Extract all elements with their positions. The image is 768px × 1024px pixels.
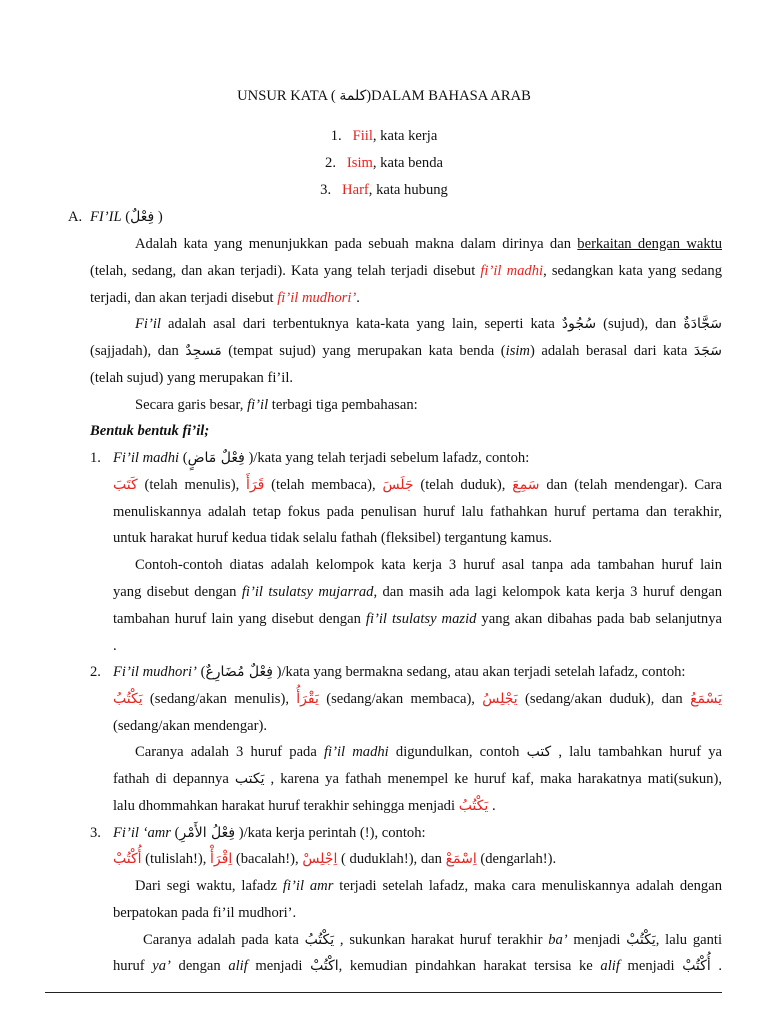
paragraph-line	[113, 957, 722, 975]
arabic-example: يَكْتُبُ	[458, 798, 489, 814]
term-italic: Fi’il madhi	[113, 450, 180, 466]
document-title	[0, 87, 768, 105]
term-red: fi’il madhi	[480, 263, 544, 279]
section-arabic: فِعْلٌ	[130, 209, 155, 225]
paragraph-line	[113, 770, 722, 788]
term-italic: ya’	[152, 958, 171, 974]
paragraph-line	[90, 262, 722, 280]
list-desc: , kata hubung	[368, 182, 448, 198]
list-term: Fiil	[352, 128, 373, 144]
text: terjadi, dan akan terjadi disebut	[90, 290, 278, 306]
paren: (	[121, 209, 131, 225]
title-arabic: كلمة	[339, 88, 367, 104]
list-desc: , kata benda	[372, 155, 443, 171]
text: Secara garis besar,	[135, 397, 248, 413]
section-name: FI’IL	[90, 209, 122, 225]
text: )/kata yang bermakna sedang, atau akan terjadi setelah lafadz, contoh:	[272, 664, 686, 680]
text: , kemudian pindahkan harakat tersisa ke	[338, 958, 601, 974]
paragraph-line	[143, 931, 722, 949]
arabic-example: يَقْرَأُ	[296, 691, 319, 707]
paragraph-line	[113, 797, 496, 815]
arabic-word: مَسجِدٌ	[185, 343, 222, 359]
text: , karena ya fathah menempel ke huruf kaf, maka harakatnya mati(sukun),	[264, 771, 722, 787]
term-italic: fi’il	[247, 397, 269, 413]
text: menjadi	[619, 958, 683, 974]
text: Caranya adalah pada kata	[143, 932, 305, 948]
text: Dari segi waktu, lafadz	[135, 878, 283, 894]
underlined-text: berkaitan dengan waktu	[577, 236, 722, 252]
text: adalah asal dari terbentuknya kata-kata yang lain, seperti kata	[160, 316, 562, 332]
term-italic: isim	[505, 343, 530, 359]
arabic-word: كتب	[526, 744, 552, 760]
text: lalu dhommahkan harakat huruf terakhir sehingga menjadi	[113, 798, 459, 814]
translation: (telah duduk),	[413, 477, 513, 493]
paragraph-line	[135, 877, 722, 895]
list-number: 3.	[320, 182, 332, 198]
arabic-word: سَجَدَ	[693, 343, 722, 359]
paragraph-line: menuliskannya adalah tetap fokus pada penulisan huruf lalu fathahkan huruf pertama dan terakhir,	[113, 504, 722, 520]
title-text: UNSUR KATA (	[237, 88, 340, 104]
text: tambahan huruf lain yang disebut dengan	[113, 611, 366, 627]
translation: (bacalah!),	[232, 851, 303, 867]
translation: (sedang/akan menulis),	[142, 691, 297, 707]
arabic-word: اكْتُبْ	[310, 958, 339, 974]
paragraph-line	[135, 315, 722, 333]
arabic-word: فِعْلُ الأَمْرِ	[179, 825, 236, 841]
list-number: 2.	[325, 155, 336, 171]
text: yang disebut dengan	[113, 584, 242, 600]
list-number: 3.	[90, 825, 101, 841]
paragraph-line: berpatokan pada fi’il mudhori’.	[113, 905, 297, 921]
arabic-example: كَتَبَ	[113, 477, 138, 493]
text: yang akan dibahas pada bab selanjutnya	[476, 611, 723, 627]
paragraph-line: untuk harakat huruf kedua tidak selalu fathah (fleksibel) tergantung kamus.	[113, 530, 553, 546]
translation: dan (telah mendengar). Cara	[539, 477, 722, 493]
term-italic: fi’il amr	[282, 878, 334, 894]
arabic-example: يَكْتُبُ	[113, 691, 143, 707]
intro-list-item	[0, 181, 768, 199]
paragraph-line: .	[113, 638, 117, 654]
arabic-word: سَجَّادَةٌ	[683, 316, 722, 332]
term-italic: fi’il tsulatsy mujarrad	[241, 584, 374, 600]
text: .	[356, 290, 360, 306]
arabic-word: سُجُودٌ	[561, 316, 597, 332]
item-heading	[113, 663, 685, 681]
text: terbagi tiga pembahasan:	[268, 397, 418, 413]
example-line	[113, 850, 556, 868]
paragraph-line	[135, 235, 722, 253]
arabic-example: اِجْلِسْ	[302, 851, 338, 867]
arabic-example: قَرَأَ	[246, 477, 265, 493]
text: (sajjadah), dan	[90, 343, 186, 359]
list-number: 1.	[90, 450, 101, 466]
item-heading	[113, 824, 426, 842]
text: dengan	[170, 958, 229, 974]
text: (sujud), dan	[596, 316, 684, 332]
text: , sedangkan kata yang sedang	[543, 263, 722, 279]
page-bottom-rule	[45, 992, 722, 993]
arabic-word: يَكْتُبْ	[626, 932, 656, 948]
text: (telah, sedang, dan akan terjadi). Kata yang telah terjadi disebut	[90, 263, 481, 279]
text: huruf	[113, 958, 153, 974]
text: Caranya adalah 3 huruf pada	[135, 744, 324, 760]
arabic-example: يَسْمَعُ	[690, 691, 722, 707]
paragraph-line: Contoh-contoh diatas adalah kelompok kata kerja 3 huruf asal tanpa ada tambahan huruf lain	[135, 557, 722, 573]
paragraph-line: (telah sujud) yang merupakan fi’il.	[90, 370, 294, 386]
text: (tempat sujud) yang merupakan kata benda (	[221, 343, 506, 359]
paren: )	[154, 209, 163, 225]
arabic-word: فِعْلٌ مَاضٍ	[187, 450, 245, 466]
title-text-end: )DALAM BAHASA ARAB	[366, 88, 531, 104]
list-term: Isim	[346, 155, 373, 171]
text: menjadi	[567, 932, 627, 948]
section-letter: A.	[68, 209, 83, 225]
list-term: Harf	[342, 182, 369, 198]
term-italic: alif	[228, 958, 248, 974]
arabic-example: سَمِعَ	[512, 477, 540, 493]
text: (	[196, 664, 206, 680]
text: .	[488, 798, 496, 814]
list-number: 2.	[90, 664, 101, 680]
arabic-example: اِسْمَعْ	[445, 851, 477, 867]
text: fathah di depannya	[113, 771, 235, 787]
text: digundulkan, contoh	[388, 744, 527, 760]
translation: (tulislah!),	[141, 851, 211, 867]
term-italic: fi’il madhi	[324, 744, 389, 760]
term-italic: Fi’il mudhori’	[113, 664, 197, 680]
paragraph-line	[113, 610, 722, 628]
translation: (sedang/akan membaca),	[318, 691, 483, 707]
section-heading	[90, 208, 163, 226]
item-heading	[113, 449, 529, 467]
term-red: fi’il mudhori’	[277, 290, 357, 306]
subheading: Bentuk bentuk fi’il;	[90, 423, 210, 439]
arabic-word: يَكتب	[234, 771, 265, 787]
paragraph-line	[90, 342, 722, 360]
text: , dan masih ada lagi kelompok kata kerja 3 huruf dengan	[373, 584, 723, 600]
arabic-word: أُكْتُبْ	[682, 958, 711, 974]
text: ) adalah berasal dari kata	[529, 343, 694, 359]
example-line	[113, 690, 722, 708]
arabic-example: اِقْرَأْ	[210, 851, 233, 867]
paragraph-line	[135, 396, 418, 414]
text: , sukunkan harakat huruf terakhir	[334, 932, 549, 948]
term-italic: ba’	[548, 932, 568, 948]
translation: ( duduklah!), dan	[337, 851, 446, 867]
text: , lalu ganti	[655, 932, 722, 948]
list-number: 1.	[330, 128, 342, 144]
paragraph-line	[113, 583, 722, 601]
paragraph-line: (sedang/akan mendengar).	[113, 718, 267, 734]
intro-list-item	[0, 127, 768, 145]
text: (	[179, 450, 188, 466]
paragraph-line	[135, 743, 722, 761]
text: terjadi setelah lafadz, maka cara menuliskannya adalah dengan	[333, 878, 722, 894]
arabic-word: يَكْتُبُ	[304, 932, 335, 948]
text: , lalu tambahkan huruf ya	[551, 744, 722, 760]
list-desc: , kata kerja	[372, 128, 438, 144]
arabic-example: يَجْلِسُ	[482, 691, 518, 707]
text: (	[170, 825, 180, 841]
translation: (telah menulis),	[137, 477, 247, 493]
text: )/kata yang telah terjadi sebelum lafadz, contoh:	[244, 450, 530, 466]
text: )/kata kerja perintah (!), contoh:	[235, 825, 426, 841]
arabic-word: فِعْلٌ مُضَارِعٌ	[205, 664, 273, 680]
translation: (telah membaca),	[264, 477, 383, 493]
paragraph-line	[90, 289, 360, 307]
text: .	[710, 958, 723, 974]
text: menjadi	[247, 958, 311, 974]
term-italic: alif	[600, 958, 620, 974]
arabic-example: أُكْتُبْ	[113, 851, 142, 867]
term-italic: Fi’il ‘amr	[113, 825, 171, 841]
translation: (dengarlah!).	[476, 851, 557, 867]
example-line	[113, 476, 722, 494]
translation: (sedang/akan duduk), dan	[517, 691, 691, 707]
text: Adalah kata yang menunjukkan pada sebuah makna dalam dirinya dan	[135, 236, 578, 252]
intro-list-item	[0, 154, 768, 172]
term-italic: fi’il tsulatsy mazid	[365, 611, 477, 627]
term-italic: Fi’il	[135, 316, 161, 332]
arabic-example: جَلَسَ	[382, 477, 414, 493]
